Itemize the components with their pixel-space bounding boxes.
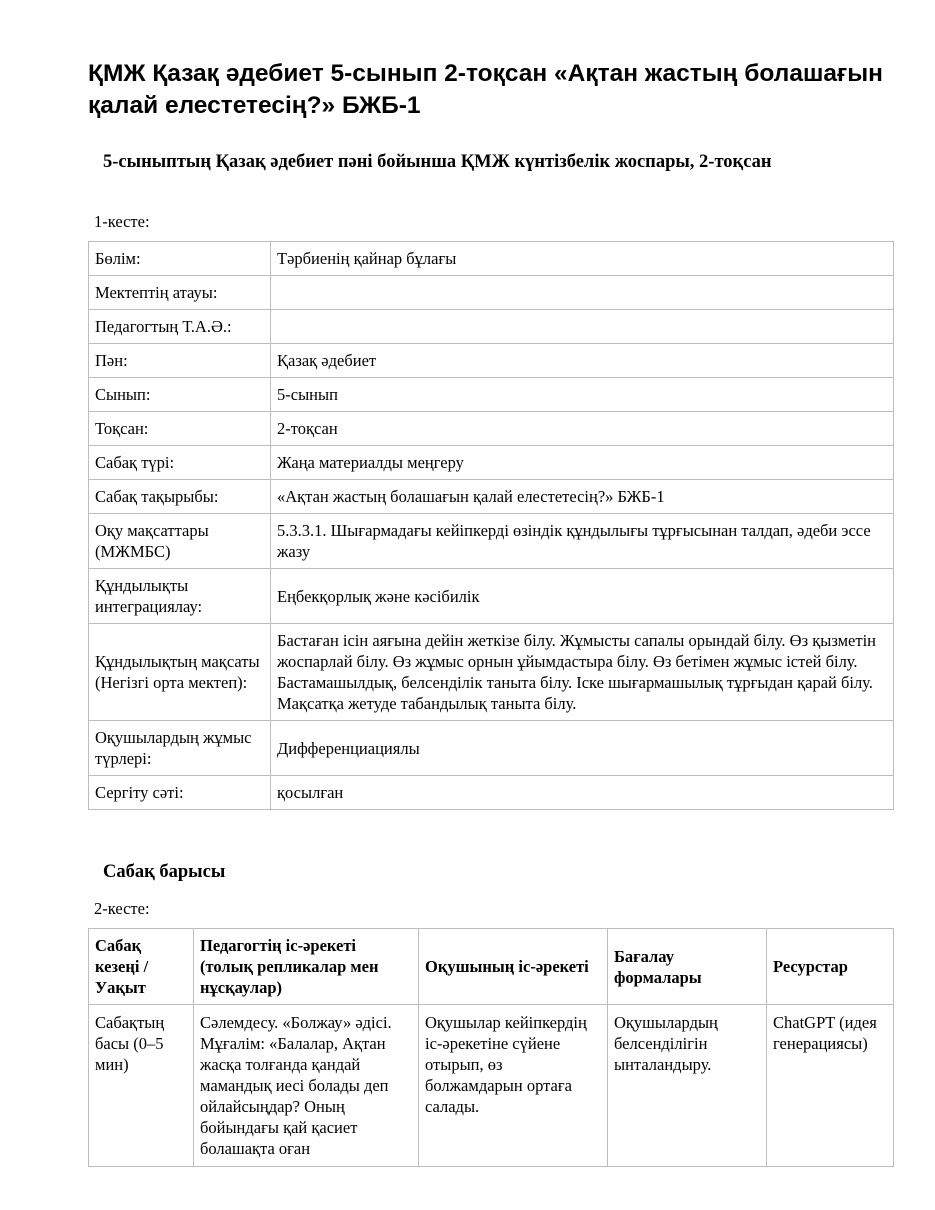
- row-value: қосылған: [271, 776, 894, 810]
- table-row: [89, 480, 894, 514]
- table-row: [89, 776, 894, 810]
- table-row: [89, 624, 894, 721]
- row-value: 5.3.3.1. Шығармадағы кейіпкерді өзіндік құндылығы тұрғысынан талдап, әдеби эссе жазу: [271, 514, 894, 569]
- table-cell: Оқушылардың белсенділігін ынталандыру.: [608, 1005, 767, 1167]
- row-value: 5-сынып: [271, 378, 894, 412]
- table-row: [89, 412, 894, 446]
- table-row: [89, 569, 894, 624]
- row-label: Сергіту сәті:: [89, 776, 271, 810]
- row-label: Пән:: [89, 344, 271, 378]
- column-header: Сабақ кезеңі / Уақыт: [89, 929, 194, 1005]
- row-value: [271, 310, 894, 344]
- row-label: Оқушылардың жұмыс түрлері:: [89, 721, 271, 776]
- row-label: Құндылықты интеграциялау:: [89, 569, 271, 624]
- row-value: Тәрбиенің қайнар бұлағы: [271, 242, 894, 276]
- row-value: 2-тоқсан: [271, 412, 894, 446]
- document-title: ҚМЖ Қазақ әдебиет 5-сынып 2-тоқсан «Ақтан жастың болашағын қалай елестетесің?» БЖБ-1: [88, 60, 883, 119]
- row-label: Педагогтың Т.А.Ә.:: [89, 310, 271, 344]
- row-label: Сабақ тақырыбы:: [89, 480, 271, 514]
- table-row: [89, 344, 894, 378]
- table-cell: ChatGPT (идея генерациясы): [767, 1005, 894, 1167]
- table-row: [89, 378, 894, 412]
- column-header: Педагогтің іс-әрекеті (толық репликалар мен нұсқаулар): [194, 929, 419, 1005]
- table-row: [89, 310, 894, 344]
- row-label: Құндылықтың мақсаты (Негізгі орта мектеп):: [89, 624, 271, 721]
- table-row: [89, 721, 894, 776]
- table-row: [89, 1005, 894, 1167]
- section1-heading: 5-сыныптың Қазақ әдебиет пәні бойынша ҚМЖ күнтізбелік жоспары, 2-тоқсан: [103, 152, 772, 172]
- row-value: «Ақтан жастың болашағын қалай елестетесің?» БЖБ-1: [271, 480, 894, 514]
- row-label: Мектептің атауы:: [89, 276, 271, 310]
- row-label: Бөлім:: [89, 242, 271, 276]
- lesson-info-table: [88, 241, 894, 810]
- table-row: [89, 276, 894, 310]
- table-cell: Оқушылар кейіпкердің іс-әрекетіне сүйене отырып, өз болжамдарын ортаға салады.: [419, 1005, 608, 1167]
- row-label: Тоқсан:: [89, 412, 271, 446]
- table-cell: Сәлемдесу. «Болжау» әдісі. Мұғалім: «Балалар, Ақтан жасқа толғанда қандай мамандық иесі болады деп ойлайсыңдар? Оның бойындағы қай қасиет болашақта оған: [194, 1005, 419, 1167]
- column-header: Ресурстар: [767, 929, 894, 1005]
- table-row: [89, 514, 894, 569]
- table1-caption: 1-кесте:: [94, 212, 150, 231]
- section2-heading: Сабақ барысы: [103, 862, 226, 882]
- table2-caption: 2-кесте:: [94, 899, 150, 918]
- row-value: Бастаған ісін аяғына дейін жеткізе білу. Жұмысты сапалы орындай білу. Өз қызметін жоспарлай білу. Өз жұмыс орнын ұйымдастыра білу. Өз бетімен жұмыс істей білу. Бастамашылдық, белсенділік таныта білу. Іске шығармашылық тұрғыдан қарай білу. Мақсатқа жетуде табандылық таныта білу.: [271, 624, 894, 721]
- column-header: Оқушының іс-әрекеті: [419, 929, 608, 1005]
- table-header-row: [89, 929, 894, 1005]
- row-label: Оқу мақсаттары (МЖМБС): [89, 514, 271, 569]
- row-value: Еңбекқорлық және кәсібилік: [271, 569, 894, 624]
- row-label: Сынып:: [89, 378, 271, 412]
- lesson-flow-table: [88, 928, 894, 1167]
- table-row: [89, 446, 894, 480]
- table-row: [89, 242, 894, 276]
- row-value: Дифференциациялы: [271, 721, 894, 776]
- row-label: Сабақ түрі:: [89, 446, 271, 480]
- column-header: Бағалау формалары: [608, 929, 767, 1005]
- row-value: Жаңа материалды меңгеру: [271, 446, 894, 480]
- row-value: Қазақ әдебиет: [271, 344, 894, 378]
- row-value: [271, 276, 894, 310]
- table-cell: Сабақтың басы (0–5 мин): [89, 1005, 194, 1167]
